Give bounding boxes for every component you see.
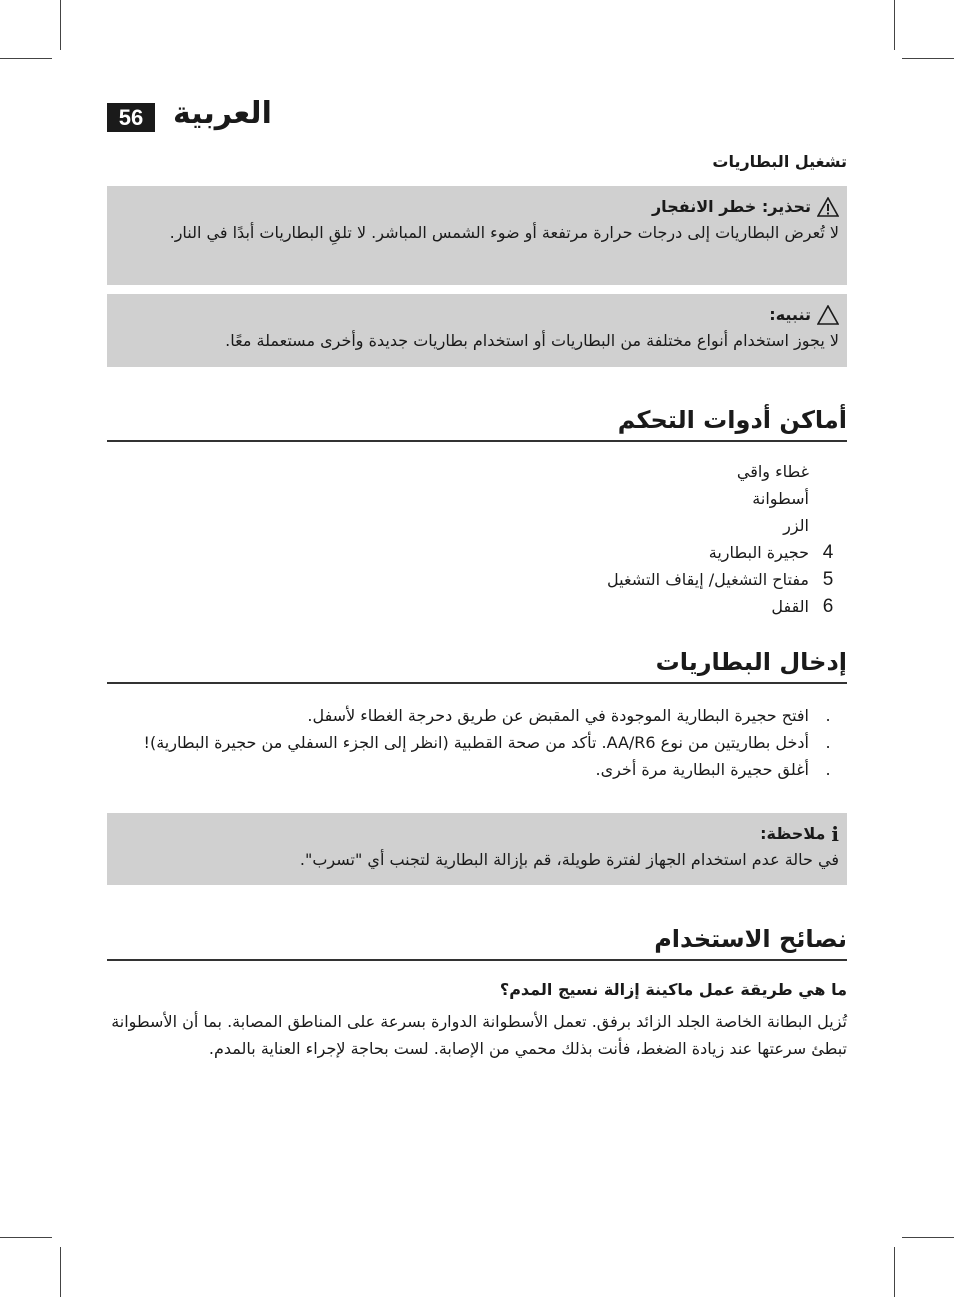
- page-header: [107, 96, 847, 136]
- step-text: أدخل بطاريتين من نوع AA/R6. تأكد من صحة القطبية (انظر إلى الجزء السفلي من حجيرة البطارية)!: [143, 733, 809, 752]
- crop-mark: [894, 1247, 895, 1297]
- warning-text: لا تُعرض البطاريات إلى درجات حرارة مرتفعة أو ضوء الشمس المباشر. لا تلقِ البطاريات أبدًا في النار.: [169, 223, 839, 242]
- warning-triangle-icon: [817, 197, 839, 217]
- caution-text: لا يجوز استخدام أنواع مختلفة من البطاريات أو استخدام بطاريات جديدة وأخرى مستعملة معًا.: [225, 331, 839, 350]
- item-number: 6: [822, 596, 834, 617]
- crop-mark: [902, 58, 954, 59]
- insert-steps-list: [107, 702, 847, 783]
- note-title: ملاحظة:: [760, 824, 826, 843]
- caution-title: تنبيه:: [769, 305, 811, 324]
- language-title: العربية: [173, 96, 272, 131]
- caution-title-row: [115, 302, 839, 328]
- crop-mark: [60, 0, 61, 50]
- usage-tips-section-title: نصائح الاستخدام: [107, 925, 847, 961]
- warning-title: تحذير: خطر الانفجار: [651, 197, 811, 216]
- list-item: [107, 756, 847, 783]
- item-label: غطاء واقي: [736, 462, 809, 481]
- warning-title-row: [115, 194, 839, 220]
- step-bullet: .: [825, 733, 831, 752]
- item-number: [809, 485, 847, 512]
- insert-batteries-section-title: إدخال البطاريات: [107, 648, 847, 684]
- battery-operation-title: تشغيل البطاريات: [712, 152, 847, 171]
- crop-mark: [894, 0, 895, 50]
- item-label: الزر: [783, 516, 809, 535]
- caution-triangle-icon: [817, 305, 839, 325]
- usage-question: ما هي طريقة عمل ماكينة إزالة نسيج المدم؟: [499, 980, 847, 999]
- item-number: 5: [822, 569, 834, 590]
- crop-mark: [60, 1247, 61, 1297]
- crop-mark: [0, 1237, 52, 1238]
- list-item: [107, 702, 847, 729]
- note-text: في حالة عدم استخدام الجهاز لفترة طويلة، قم بإزالة البطارية لتجنب أي "تسرب".: [299, 850, 839, 869]
- step-bullet: .: [825, 706, 831, 725]
- list-item: [107, 729, 847, 756]
- page-number: 56: [107, 103, 155, 132]
- info-icon: i: [831, 822, 839, 846]
- item-label: القفل: [771, 597, 809, 616]
- controls-section-title: أماكن أدوات التحكم: [107, 406, 847, 442]
- list-item: [107, 458, 847, 485]
- item-label: أسطوانة: [752, 489, 809, 508]
- step-bullet: .: [825, 760, 831, 779]
- item-number: 4: [822, 542, 834, 563]
- crop-mark: [902, 1237, 954, 1238]
- warning-box: [107, 186, 847, 285]
- list-item: [107, 539, 847, 566]
- list-item: [107, 512, 847, 539]
- caution-box: [107, 294, 847, 367]
- item-number: [809, 512, 847, 539]
- note-title-row: [115, 821, 839, 847]
- step-text: أغلق حجيرة البطارية مرة أخرى.: [595, 760, 809, 779]
- list-item: [107, 593, 847, 620]
- note-box: [107, 813, 847, 885]
- list-item: [107, 566, 847, 593]
- item-label: مفتاح التشغيل/ إيقاف التشغيل: [607, 570, 809, 589]
- list-item: [107, 485, 847, 512]
- crop-mark: [0, 58, 52, 59]
- item-label: حجيرة البطارية: [708, 543, 809, 562]
- item-number: [809, 458, 847, 485]
- usage-paragraph: تُزيل البطانة الخاصة الجلد الزائد برفق. تعمل الأسطوانة الدوارة بسرعة على المناطق المصابة. بما أن الأسطوانة تبطئ سرعتها عند زيادة الضغط، فأنت بذلك محمي من الإصابة. لست بحاجة لإجراء العناية بالمدم.: [111, 1012, 847, 1058]
- controls-list: [107, 458, 847, 620]
- step-text: افتح حجيرة البطارية الموجودة في المقبض عن طريق دحرجة الغطاء لأسفل.: [307, 706, 809, 725]
